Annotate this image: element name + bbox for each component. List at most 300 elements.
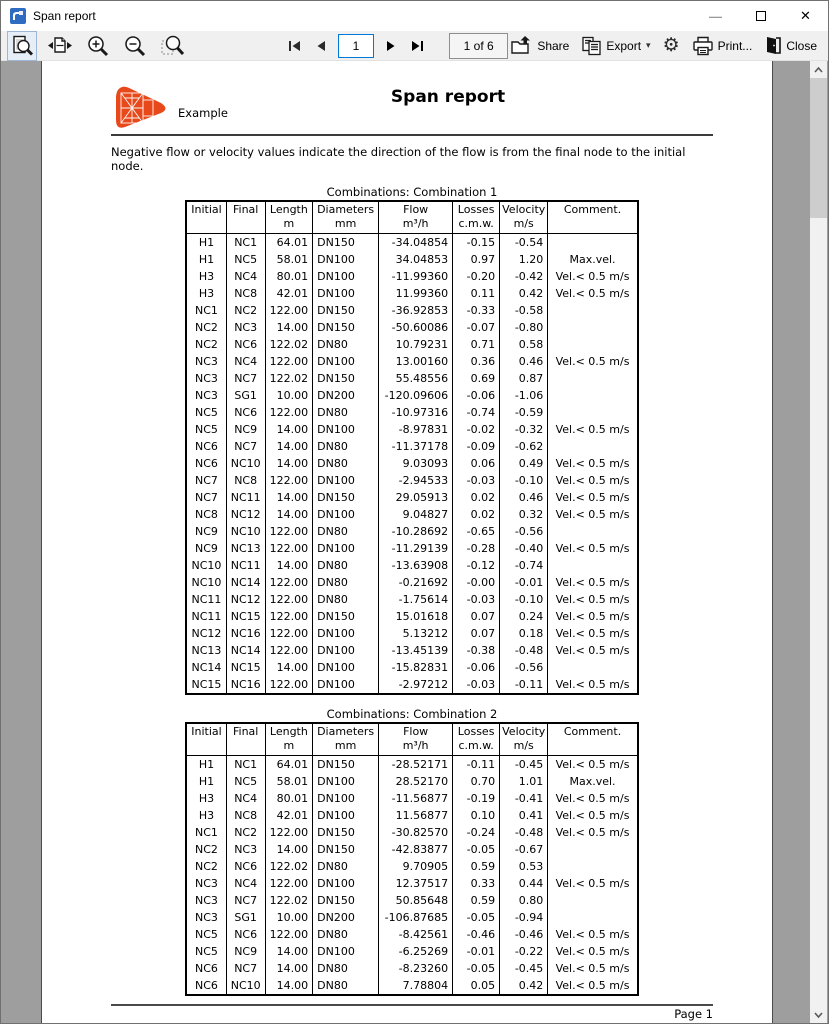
- column-header: Length m: [265, 201, 313, 234]
- report-note: Negative flow or velocity values indicate the direction of the flow is from the final node to the initial node.: [111, 145, 686, 173]
- table-row: [186, 472, 638, 489]
- table-cell: NC7: [226, 960, 265, 977]
- table-cell: 34.04853: [379, 251, 453, 268]
- table-cell: -0.48: [500, 642, 548, 659]
- page-indicator: 1 of 6: [449, 33, 508, 59]
- table-cell: 14.00: [265, 960, 313, 977]
- settings-button[interactable]: [660, 34, 683, 57]
- table-cell: H1: [198, 758, 215, 771]
- report-header: [111, 61, 713, 134]
- table-cell: 122.00: [265, 824, 313, 841]
- table-cell: 9.03093: [379, 455, 453, 472]
- table-cell: NC2: [226, 824, 265, 841]
- table-cell: 122.02: [265, 336, 313, 353]
- table-cell: DN150: [313, 608, 379, 625]
- table-cell: 0.58: [500, 336, 548, 353]
- table-cell: DN200: [313, 909, 379, 926]
- company-logo: [113, 84, 171, 134]
- table-cell: DN100: [313, 285, 379, 302]
- table-cell: -0.46: [500, 926, 548, 943]
- table-cell: DN100: [313, 540, 379, 557]
- table-cell: Vel.< 0.5 m/s: [548, 506, 638, 523]
- table-cell: -0.07: [453, 319, 500, 336]
- header-row: [186, 201, 638, 234]
- column-header: Initial: [186, 723, 226, 756]
- table-cell: [548, 858, 638, 875]
- zoom-in-icon: [86, 34, 110, 58]
- table-cell: NC14: [191, 661, 222, 674]
- table-cell: [548, 234, 638, 252]
- table-cell: DN100: [313, 773, 379, 790]
- table-cell: NC11: [226, 557, 265, 574]
- column-header: Length m: [265, 723, 313, 756]
- table-row: [186, 234, 638, 252]
- table-cell: H1: [198, 236, 215, 249]
- table-cell: DN100: [313, 790, 379, 807]
- table-row: [186, 642, 638, 659]
- table-cell: 0.70: [453, 773, 500, 790]
- window-controls: [693, 1, 828, 31]
- window-title: Span report: [33, 9, 96, 23]
- table-cell: 0.46: [500, 489, 548, 506]
- table-cell: Vel.< 0.5 m/s: [548, 268, 638, 285]
- table-row: [186, 807, 638, 824]
- table-cell: NC2: [195, 860, 218, 873]
- company-name: Example: [178, 106, 228, 120]
- table-cell: -11.99360: [379, 268, 453, 285]
- table-cell: DN100: [313, 676, 379, 694]
- column-header: Diameters mm: [313, 201, 379, 234]
- table-cell: DN100: [313, 353, 379, 370]
- vertical-scrollbar[interactable]: [810, 61, 827, 1023]
- table-cell: -15.82831: [379, 659, 453, 676]
- table-cell: DN100: [313, 268, 379, 285]
- table-cell: Vel.< 0.5 m/s: [548, 353, 638, 370]
- table-row: [186, 574, 638, 591]
- table-cell: 122.00: [265, 302, 313, 319]
- table-cell: 29.05913: [379, 489, 453, 506]
- last-page-icon: [411, 40, 424, 52]
- table-cell: 0.80: [500, 892, 548, 909]
- zoom-tools: [7, 31, 189, 61]
- print-button[interactable]: [689, 34, 756, 58]
- table-cell: NC11: [226, 489, 265, 506]
- table-cell: NC2: [226, 302, 265, 319]
- table-row: [186, 608, 638, 625]
- table-cell: 0.53: [500, 858, 548, 875]
- table-cell: DN100: [313, 625, 379, 642]
- table-cell: DN150: [313, 489, 379, 506]
- table-row: [186, 875, 638, 892]
- table-cell: Vel.< 0.5 m/s: [548, 285, 638, 302]
- table-cell: -0.05: [453, 909, 500, 926]
- table-cell: DN80: [313, 438, 379, 455]
- zoom-page-button[interactable]: [7, 31, 37, 61]
- table-cell: -34.04854: [379, 234, 453, 252]
- table-cell: DN100: [313, 506, 379, 523]
- table-cell: -0.33: [453, 302, 500, 319]
- table-cell: NC8: [226, 807, 265, 824]
- table-cell: -36.92853: [379, 302, 453, 319]
- table-cell: 0.24: [500, 608, 548, 625]
- table-cell: 64.01: [265, 756, 313, 774]
- table-cell: H3: [198, 287, 215, 300]
- table-cell: -1.06: [500, 387, 548, 404]
- table-cell: NC5: [226, 251, 265, 268]
- table-cell: 0.02: [453, 489, 500, 506]
- table-row: [186, 960, 638, 977]
- table-cell: 0.59: [453, 892, 500, 909]
- table-cell: DN100: [313, 875, 379, 892]
- previous-page-button[interactable]: [313, 37, 329, 55]
- zoom-in-button[interactable]: [83, 31, 113, 61]
- table-cell: NC3: [195, 389, 218, 402]
- header-row: [186, 723, 638, 756]
- table-cell: Vel.< 0.5 m/s: [548, 875, 638, 892]
- table-cell: 122.00: [265, 642, 313, 659]
- table-cell: H3: [198, 809, 215, 822]
- table-cell: 80.01: [265, 790, 313, 807]
- table-cell: -0.59: [500, 404, 548, 421]
- print-label: Print...: [717, 38, 753, 53]
- table-cell: NC16: [226, 676, 265, 694]
- table-cell: -0.40: [500, 540, 548, 557]
- table-row: [186, 455, 638, 472]
- table-cell: -0.38: [453, 642, 500, 659]
- combination-2-section: [185, 707, 639, 996]
- table-cell: Vel.< 0.5 m/s: [548, 790, 638, 807]
- table-cell: NC3: [195, 877, 218, 890]
- table-row: [186, 302, 638, 319]
- table-row: [186, 523, 638, 540]
- table-cell: NC6: [226, 404, 265, 421]
- table-cell: 0.59: [453, 858, 500, 875]
- table-cell: DN150: [313, 841, 379, 858]
- table-cell: -0.10: [500, 472, 548, 489]
- table-row: [186, 336, 638, 353]
- table-cell: 5.13212: [379, 625, 453, 642]
- table-cell: NC13: [191, 644, 222, 657]
- table-cell: -0.94: [500, 909, 548, 926]
- table-cell: DN100: [313, 807, 379, 824]
- share-button[interactable]: [508, 34, 572, 57]
- table-cell: -42.83877: [379, 841, 453, 858]
- zoom-out-button[interactable]: [120, 31, 150, 61]
- table-cell: NC9: [195, 542, 218, 555]
- table-cell: -0.03: [453, 472, 500, 489]
- table-cell: -8.97831: [379, 421, 453, 438]
- table-cell: H3: [198, 270, 215, 283]
- table-caption: Combinations: Combination 2: [326, 707, 498, 721]
- table-cell: 14.00: [265, 421, 313, 438]
- table-cell: 15.01618: [379, 608, 453, 625]
- table-cell: 58.01: [265, 773, 313, 790]
- table-cell: -0.02: [453, 421, 500, 438]
- table-cell: 0.11: [453, 285, 500, 302]
- page-navigation: [285, 34, 427, 58]
- table-cell: DN150: [313, 756, 379, 774]
- table-cell: 10.79231: [379, 336, 453, 353]
- table-cell: DN80: [313, 591, 379, 608]
- print-icon: [692, 36, 714, 56]
- table-cell: NC12: [226, 506, 265, 523]
- table-cell: NC3: [195, 372, 218, 385]
- table-cell: NC1: [226, 756, 265, 774]
- table-cell: 0.33: [453, 875, 500, 892]
- scrollbar-thumb[interactable]: [810, 78, 827, 218]
- chevron-up-icon: [814, 67, 823, 73]
- table-row: [186, 773, 638, 790]
- table-cell: DN150: [313, 319, 379, 336]
- table-cell: 122.00: [265, 926, 313, 943]
- table-row: [186, 841, 638, 858]
- table-row: [186, 790, 638, 807]
- table-cell: 122.00: [265, 608, 313, 625]
- first-page-button[interactable]: [285, 37, 304, 55]
- table-cell: -0.32: [500, 421, 548, 438]
- column-header: Velocity m/s: [500, 723, 548, 756]
- close-report-button[interactable]: [761, 33, 820, 58]
- column-header: Velocity m/s: [500, 201, 548, 234]
- combination-1-section: [185, 185, 639, 695]
- table-row: [186, 353, 638, 370]
- report-page: [41, 61, 773, 1023]
- table-cell: -0.74: [500, 557, 548, 574]
- table-cell: Max.vel.: [548, 251, 638, 268]
- table-cell: NC10: [191, 576, 222, 589]
- table-cell: 9.70905: [379, 858, 453, 875]
- table-row: [186, 285, 638, 302]
- table-cell: -8.23260: [379, 960, 453, 977]
- table-cell: H1: [198, 775, 215, 788]
- scroll-down-button[interactable]: [810, 1006, 827, 1023]
- table-cell: -10.28692: [379, 523, 453, 540]
- table-cell: -0.05: [453, 960, 500, 977]
- table-cell: -106.87685: [379, 909, 453, 926]
- table-row: [186, 659, 638, 676]
- next-page-button[interactable]: [383, 37, 399, 55]
- table-cell: 64.01: [265, 234, 313, 252]
- last-page-button[interactable]: [408, 37, 427, 55]
- table-cell: NC12: [191, 627, 222, 640]
- table-cell: NC7: [226, 892, 265, 909]
- table-cell: 14.00: [265, 943, 313, 960]
- table-cell: Max.vel.: [548, 773, 638, 790]
- zoom-out-icon: [123, 34, 147, 58]
- table-cell: NC15: [226, 608, 265, 625]
- table-cell: [548, 319, 638, 336]
- table-cell: -11.56877: [379, 790, 453, 807]
- close-report-label: Close: [786, 38, 817, 53]
- export-label: Export: [606, 38, 642, 53]
- minimize-button[interactable]: —: [709, 8, 722, 24]
- table-cell: DN80: [313, 858, 379, 875]
- table-cell: 14.00: [265, 489, 313, 506]
- table-row: [186, 943, 638, 960]
- column-header: Flow m³/h: [379, 201, 453, 234]
- table-cell: DN80: [313, 574, 379, 591]
- table-cell: -0.42: [500, 268, 548, 285]
- table-cell: NC10: [226, 523, 265, 540]
- table-cell: 10.00: [265, 909, 313, 926]
- table-cell: NC14: [226, 642, 265, 659]
- table-cell: Vel.< 0.5 m/s: [548, 421, 638, 438]
- table-cell: NC5: [195, 406, 218, 419]
- table-cell: 1.20: [500, 251, 548, 268]
- page-number-input[interactable]: [338, 34, 374, 58]
- table-cell: NC5: [226, 773, 265, 790]
- table-cell: Vel.< 0.5 m/s: [548, 625, 638, 642]
- next-page-icon: [386, 40, 396, 52]
- table-caption: Combinations: Combination 1: [326, 185, 498, 199]
- table-cell: -0.10: [500, 591, 548, 608]
- zoom-selection-button[interactable]: [157, 31, 189, 61]
- close-window-button[interactable]: ✕: [800, 8, 811, 23]
- table-cell: -13.63908: [379, 557, 453, 574]
- chevron-down-icon: [814, 1012, 823, 1018]
- table-cell: 0.69: [453, 370, 500, 387]
- table-cell: -0.65: [453, 523, 500, 540]
- header-divider: [111, 134, 713, 136]
- table-cell: SG1: [226, 909, 265, 926]
- table-cell: NC7: [226, 370, 265, 387]
- table-cell: -0.54: [500, 234, 548, 252]
- table-cell: 50.85648: [379, 892, 453, 909]
- fit-width-button[interactable]: [44, 31, 76, 61]
- table-row: [186, 404, 638, 421]
- table-cell: NC15: [226, 659, 265, 676]
- table-cell: DN100: [313, 943, 379, 960]
- table-cell: -0.56: [500, 659, 548, 676]
- table-cell: -0.67: [500, 841, 548, 858]
- table-cell: -13.45139: [379, 642, 453, 659]
- table-cell: 12.37517: [379, 875, 453, 892]
- column-header: Initial: [186, 201, 226, 234]
- table-cell: Vel.< 0.5 m/s: [548, 807, 638, 824]
- table-cell: NC8: [195, 508, 218, 521]
- table-row: [186, 892, 638, 909]
- table-cell: -50.60086: [379, 319, 453, 336]
- table-cell: -11.29139: [379, 540, 453, 557]
- table-cell: -0.22: [500, 943, 548, 960]
- table-cell: -0.01: [500, 574, 548, 591]
- table-cell: DN80: [313, 404, 379, 421]
- table-cell: 14.00: [265, 557, 313, 574]
- table-cell: -0.74: [453, 404, 500, 421]
- table-cell: Vel.< 0.5 m/s: [548, 977, 638, 995]
- table-cell: DN150: [313, 370, 379, 387]
- table-cell: NC9: [195, 525, 218, 538]
- title-bar: [1, 1, 828, 31]
- table-cell: NC14: [226, 574, 265, 591]
- table-cell: -1.75614: [379, 591, 453, 608]
- table-cell: NC8: [226, 472, 265, 489]
- table-cell: 14.00: [265, 841, 313, 858]
- table-cell: 0.49: [500, 455, 548, 472]
- maximize-icon: [756, 11, 766, 21]
- table-cell: NC2: [195, 321, 218, 334]
- table-cell: [548, 557, 638, 574]
- table-cell: NC7: [195, 474, 218, 487]
- table-cell: -0.01: [453, 943, 500, 960]
- table-cell: [548, 387, 638, 404]
- table-cell: 0.97: [453, 251, 500, 268]
- table-cell: NC7: [226, 438, 265, 455]
- export-button[interactable]: [578, 34, 653, 58]
- column-header: Final: [226, 201, 265, 234]
- table-cell: 122.00: [265, 625, 313, 642]
- table-cell: -0.62: [500, 438, 548, 455]
- table-cell: NC2: [195, 338, 218, 351]
- table-cell: NC6: [195, 440, 218, 453]
- table-cell: -28.52171: [379, 756, 453, 774]
- table-cell: Vel.< 0.5 m/s: [548, 926, 638, 943]
- span-table-combination-1: [185, 200, 639, 695]
- table-cell: NC10: [191, 559, 222, 572]
- table-cell: 122.00: [265, 676, 313, 694]
- table-cell: Vel.< 0.5 m/s: [548, 756, 638, 774]
- table-cell: NC2: [195, 843, 218, 856]
- table-cell: Vel.< 0.5 m/s: [548, 540, 638, 557]
- share-icon: [511, 36, 533, 55]
- table-cell: DN100: [313, 659, 379, 676]
- maximize-button[interactable]: [738, 1, 783, 31]
- table-cell: [548, 892, 638, 909]
- table-cell: 1.01: [500, 773, 548, 790]
- table-cell: -6.25269: [379, 943, 453, 960]
- table-cell: 122.00: [265, 472, 313, 489]
- table-cell: -0.48: [500, 824, 548, 841]
- table-cell: 10.00: [265, 387, 313, 404]
- table-cell: NC6: [226, 336, 265, 353]
- table-cell: -0.58: [500, 302, 548, 319]
- table-cell: NC16: [226, 625, 265, 642]
- first-page-icon: [288, 40, 301, 52]
- table-cell: 122.00: [265, 523, 313, 540]
- table-cell: Vel.< 0.5 m/s: [548, 608, 638, 625]
- table-cell: -0.09: [453, 438, 500, 455]
- table-row: [186, 506, 638, 523]
- app-icon: [10, 8, 26, 24]
- column-header: Flow m³/h: [379, 723, 453, 756]
- table-cell: -0.80: [500, 319, 548, 336]
- document-viewport[interactable]: [1, 61, 828, 1023]
- table-row: [186, 591, 638, 608]
- table-row: [186, 625, 638, 642]
- table-cell: NC5: [195, 423, 218, 436]
- table-row: [186, 676, 638, 694]
- table-cell: [548, 909, 638, 926]
- table-cell: NC3: [195, 355, 218, 368]
- table-cell: NC5: [195, 945, 218, 958]
- scroll-up-button[interactable]: [810, 61, 827, 78]
- table-row: [186, 438, 638, 455]
- table-cell: NC13: [226, 540, 265, 557]
- column-header: Comment.: [548, 201, 638, 234]
- table-cell: SG1: [226, 387, 265, 404]
- table-cell: -0.46: [453, 926, 500, 943]
- table-cell: NC10: [226, 977, 265, 995]
- table-cell: Vel.< 0.5 m/s: [548, 472, 638, 489]
- table-cell: NC4: [226, 353, 265, 370]
- table-cell: NC6: [195, 457, 218, 470]
- table-cell: -30.82570: [379, 824, 453, 841]
- table-cell: DN80: [313, 336, 379, 353]
- table-cell: NC11: [191, 610, 222, 623]
- table-cell: -0.15: [453, 234, 500, 252]
- table-cell: 0.41: [500, 807, 548, 824]
- table-cell: Vel.< 0.5 m/s: [548, 642, 638, 659]
